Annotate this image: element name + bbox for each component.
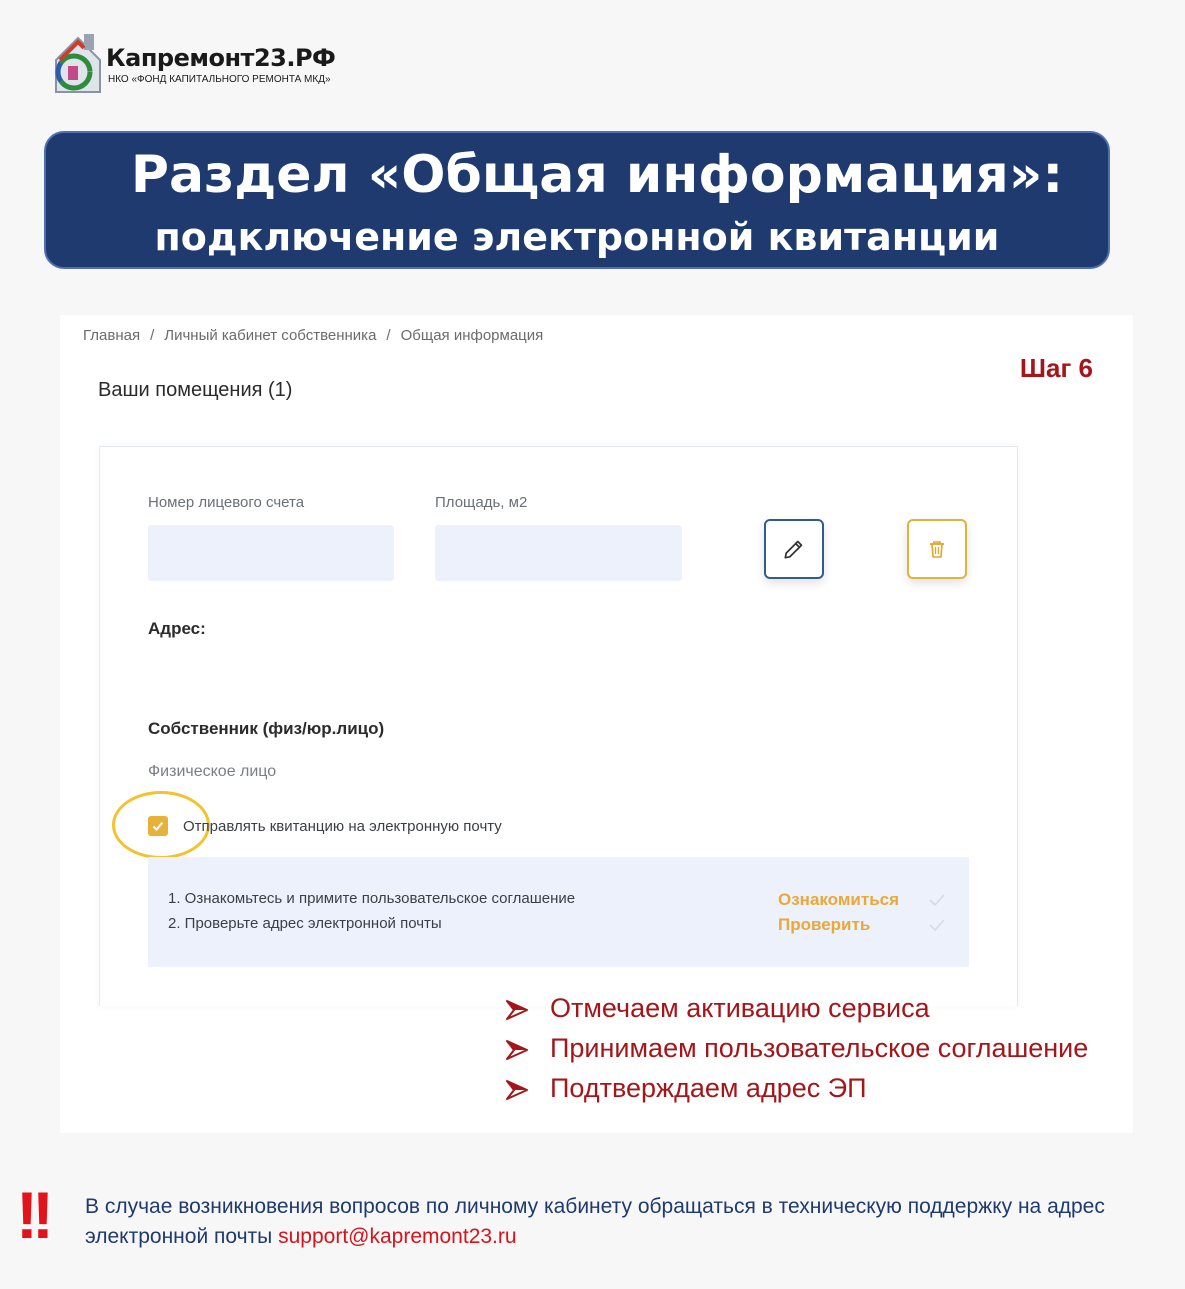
support-text: В случае возникновения вопросов по личному кабинету обращаться в техническую поддержку на адрес электронной почты <box>85 1195 1105 1248</box>
edit-button[interactable] <box>764 519 824 579</box>
account-number-field[interactable] <box>148 525 394 581</box>
breadcrumb-separator: / <box>150 327 155 344</box>
breadcrumb <box>83 327 543 344</box>
instructions-panel <box>148 857 969 967</box>
breadcrumb-home[interactable]: Главная <box>83 327 141 344</box>
check-agreement-icon <box>928 893 946 907</box>
verify-email-link[interactable]: Проверить <box>778 915 871 934</box>
logo-subtitle: НКО «ФОНД КАПИТАЛЬНОГО РЕМОНТА МКД» <box>108 74 331 85</box>
email-receipt-checkbox[interactable] <box>148 816 168 836</box>
breadcrumb-separator: / <box>386 327 391 344</box>
arrow-bullet-icon <box>505 999 529 1021</box>
email-receipt-label[interactable]: Отправлять квитанцию на электронную почту <box>183 818 502 835</box>
room-card <box>99 446 1018 1006</box>
bullet-text: Отмечаем активацию сервиса <box>550 993 930 1023</box>
bullet-text: Подтверждаем адрес ЭП <box>550 1073 867 1103</box>
account-number-label: Номер лицевого счета <box>148 494 305 511</box>
instruction-email: 2. Проверьте адрес электронной почты <box>168 915 442 932</box>
warning-mark: !! <box>16 1178 48 1252</box>
account-screenshot <box>60 315 1133 1133</box>
support-note <box>85 1192 1165 1252</box>
check-email-icon <box>928 918 946 932</box>
instruction-agreement: 1. Ознакомьтесь и примите пользовательское соглашение <box>168 890 576 907</box>
breadcrumb-current: Общая информация <box>400 327 544 344</box>
banner-title: Раздел «Общая информация»: <box>130 145 1064 205</box>
banner-subtitle: подключение электронной квитанции <box>154 215 1000 259</box>
owner-label: Собственник (физ/юр.лицо) <box>148 719 385 738</box>
address-label: Адрес: <box>148 619 206 638</box>
checkmark-icon <box>151 819 165 833</box>
support-email-link[interactable]: support@kapremont23.ru <box>278 1225 517 1248</box>
area-field[interactable] <box>435 525 682 581</box>
house-logo-icon <box>50 30 106 94</box>
logo <box>50 30 370 96</box>
logo-title: Капремонт23.РФ <box>106 44 336 72</box>
step-label: Шаг 6 <box>1019 353 1093 383</box>
owner-type: Физическое лицо <box>148 763 277 780</box>
area-label: Площадь, м2 <box>435 494 528 511</box>
rooms-title: Ваши помещения (1) <box>98 379 293 401</box>
section-banner <box>44 131 1110 269</box>
trash-icon <box>925 537 949 561</box>
pencil-icon <box>781 536 807 562</box>
bullet-text: Принимаем пользовательское соглашение <box>550 1033 1089 1063</box>
arrow-bullet-icon <box>505 1039 529 1061</box>
breadcrumb-cabinet[interactable]: Личный кабинет собственника <box>164 327 377 344</box>
arrow-bullet-icon <box>505 1079 529 1101</box>
delete-button[interactable] <box>907 519 967 579</box>
review-agreement-link[interactable]: Ознакомиться <box>778 890 900 909</box>
